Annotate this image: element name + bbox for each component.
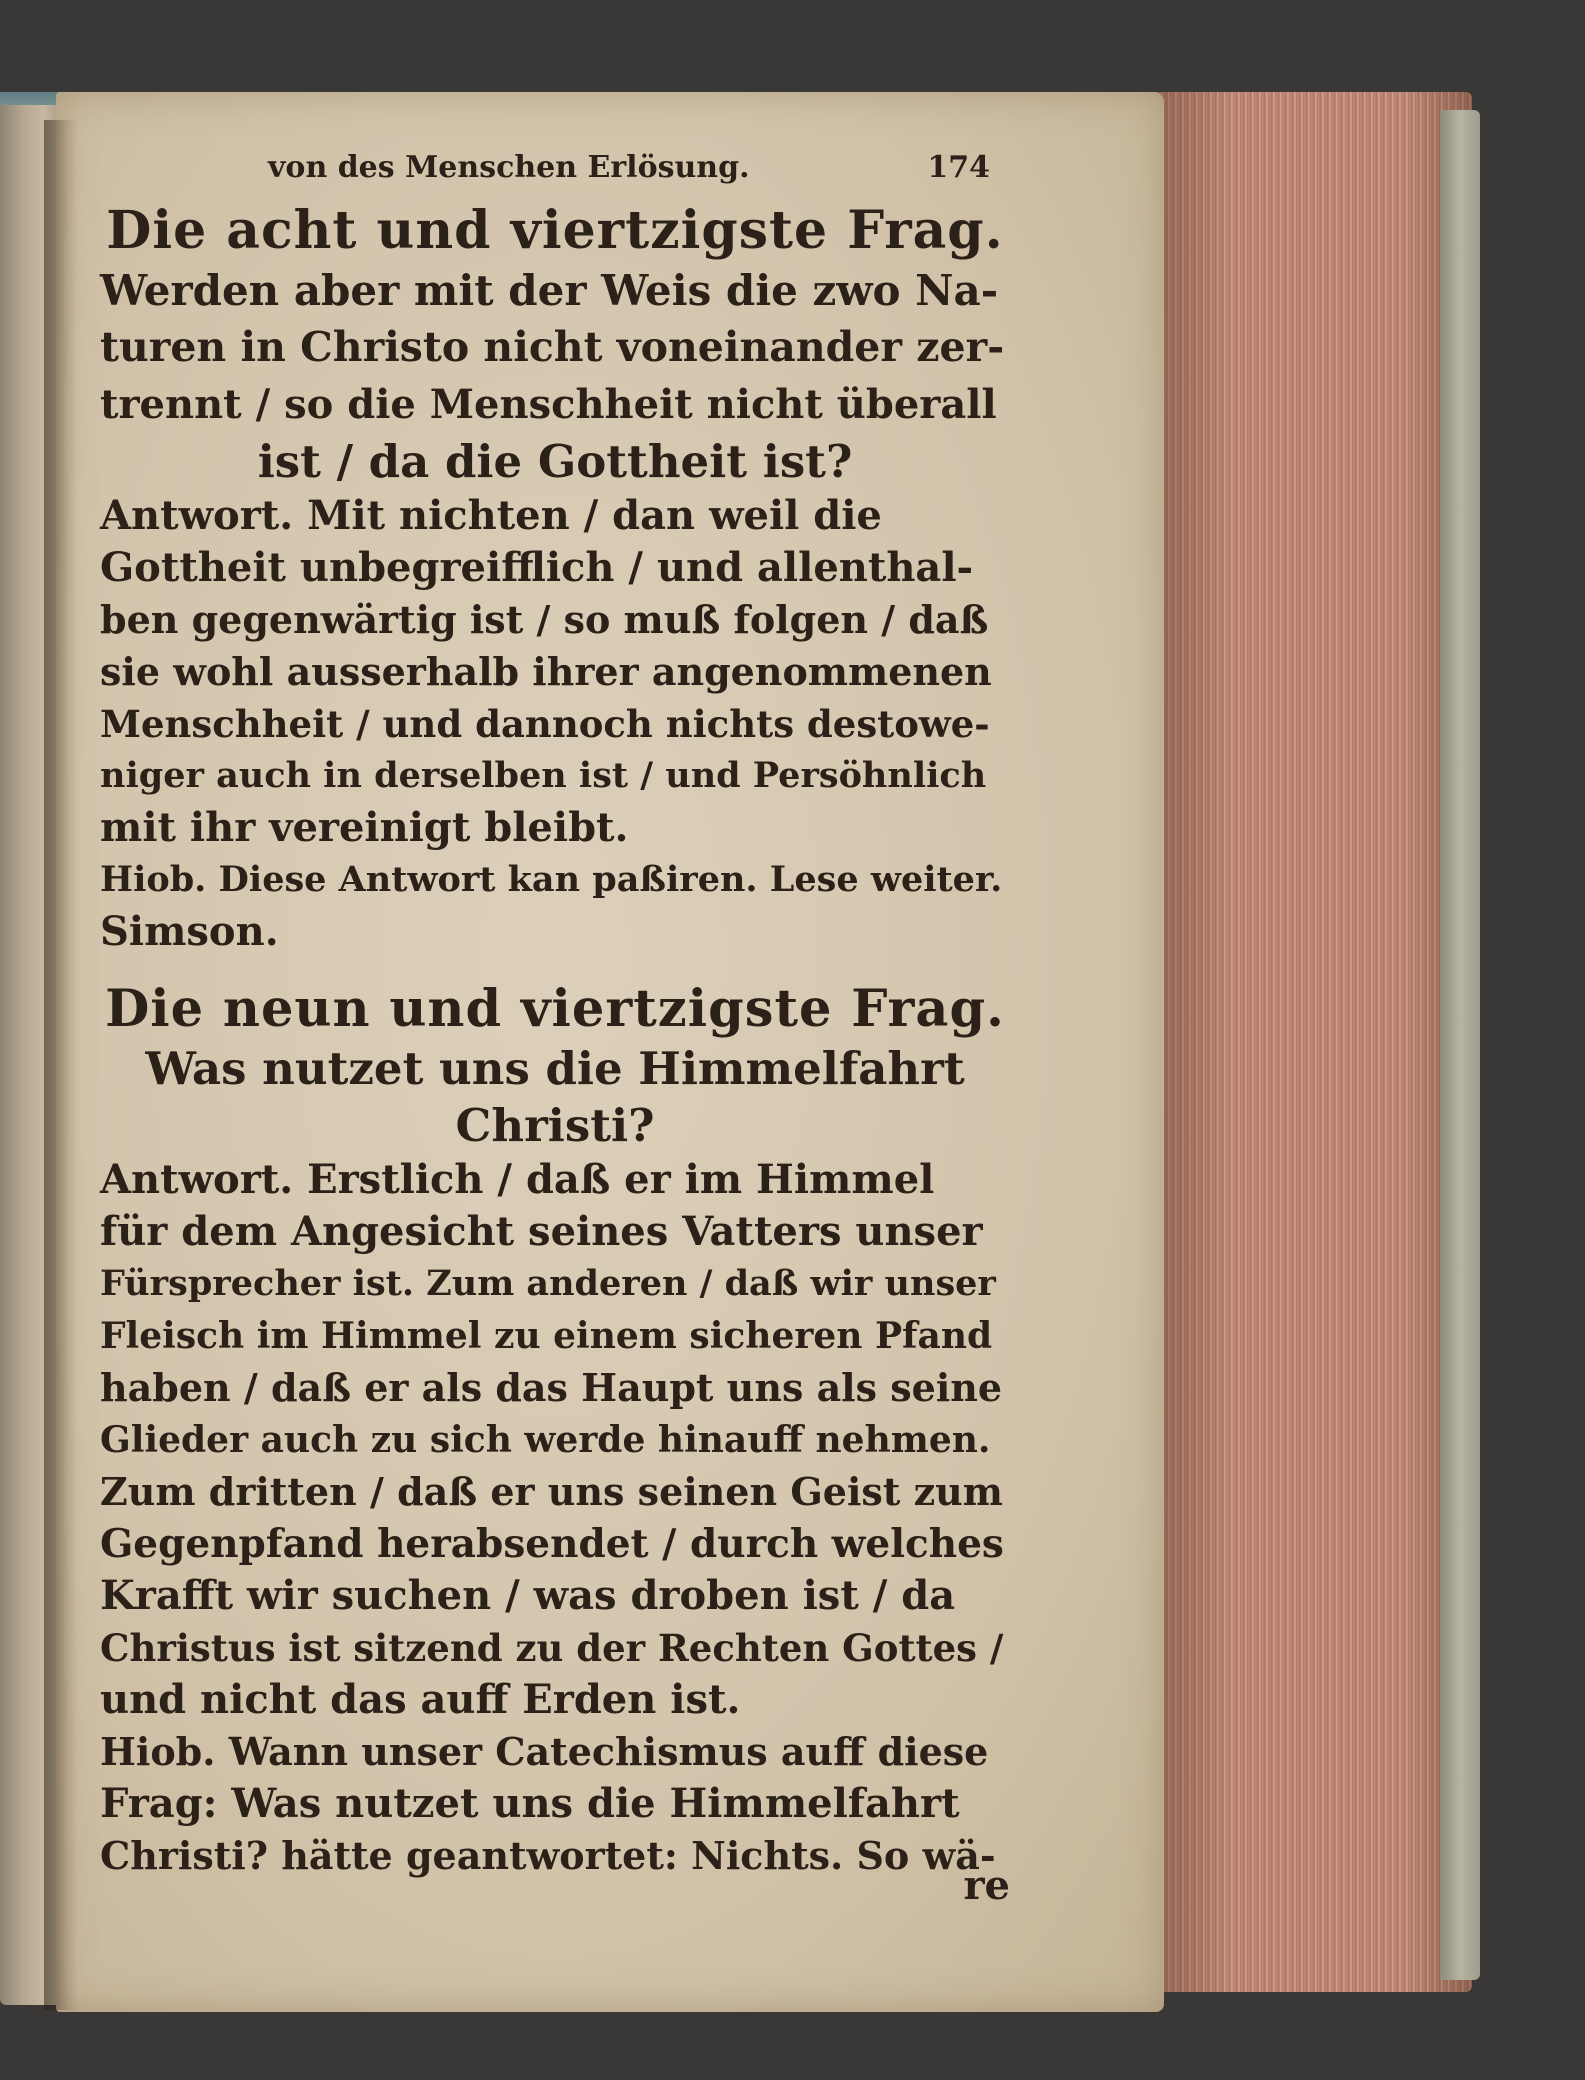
- answer-line: ben gegenwärtig ist / so muß folgen / daß: [100, 597, 989, 642]
- answer-line: Glieder auch zu sich werde hinauff nehmen.: [100, 1419, 991, 1461]
- book-cover-board: [1440, 110, 1480, 1980]
- answer-line: Zum dritten / daß er uns seinen Geist zum: [100, 1469, 1004, 1514]
- answer-line: Fleisch im Himmel zu einem sicheren Pfand: [100, 1315, 993, 1357]
- answer-line: Antwort. Mit nichten / dan weil die: [100, 492, 882, 539]
- reply-line: Simson.: [100, 908, 279, 955]
- reply-line: Hiob. Wann unser Catechismus auff diese: [100, 1729, 989, 1774]
- reply-line: Hiob. Diese Antwort kan paßiren. Lese weiter.: [100, 859, 1003, 900]
- reply-48: [100, 854, 1010, 958]
- question-line: Christi?: [455, 1099, 655, 1152]
- answer-line: sie wohl ausserhalb ihrer angenommenen: [100, 649, 992, 694]
- section-gap: [100, 958, 1010, 978]
- question-line: Werden aber mit der Weis die zwo Na-: [100, 266, 999, 315]
- catchword: re: [963, 1862, 1010, 1909]
- answer-line: Menschheit / und dannoch nichts destowe-: [100, 702, 990, 746]
- page-text-block: [100, 150, 1010, 1909]
- answer-49: [100, 1154, 1010, 1726]
- reply-line: Christi? hätte geantwortet: Nichts. So wä-: [100, 1833, 996, 1878]
- question-49-text: [100, 1040, 1010, 1154]
- reply-49: [100, 1726, 1010, 1882]
- page-number: 174: [927, 150, 990, 185]
- answer-line: Antwort. Erstlich / daß er im Himmel: [100, 1156, 935, 1203]
- answer-line: und nicht das auff Erden ist.: [100, 1676, 741, 1723]
- question-line: trennt / so die Menschheit nicht überall: [100, 381, 997, 428]
- answer-line: für dem Angesicht seines Vatters unser: [100, 1208, 983, 1255]
- running-head: von des Menschen Erlösung.: [268, 150, 750, 185]
- answer-48: [100, 490, 1010, 854]
- question-line: Was nutzet uns die Himmelfahrt: [145, 1042, 965, 1095]
- page-fore-edge: [1150, 92, 1472, 1992]
- reply-line: Frag: Was nutzet uns die Himmelfahrt: [100, 1780, 960, 1827]
- gutter-shadow: [44, 120, 78, 2010]
- question-line: ist / da die Gottheit ist?: [257, 435, 853, 488]
- page-header: [100, 150, 1010, 200]
- answer-line: Gottheit unbegreifflich / und allenthal-: [100, 544, 974, 591]
- answer-line: Krafft wir suchen / was droben ist / da: [100, 1572, 956, 1619]
- answer-line: niger auch in derselben ist / und Persöhnlich: [100, 755, 987, 796]
- question-48-text: [100, 262, 1010, 490]
- answer-line: Fürsprecher ist. Zum anderen / daß wir unser: [100, 1263, 996, 1304]
- answer-line: mit ihr vereinigt bleibt.: [100, 804, 629, 851]
- answer-line: Christus ist sitzend zu der Rechten Gottes /: [100, 1626, 1004, 1670]
- answer-line: Gegenpfand herabsendet / durch welches: [100, 1521, 1004, 1567]
- question-49-title: Die neun und viertzigste Frag.: [105, 979, 1005, 1039]
- question-line: turen in Christo nicht voneinander zer-: [100, 323, 1005, 371]
- answer-line: haben / daß er als das Haupt uns als seine: [100, 1365, 1003, 1410]
- question-48-title: Die acht und viertzigste Frag.: [106, 200, 1004, 261]
